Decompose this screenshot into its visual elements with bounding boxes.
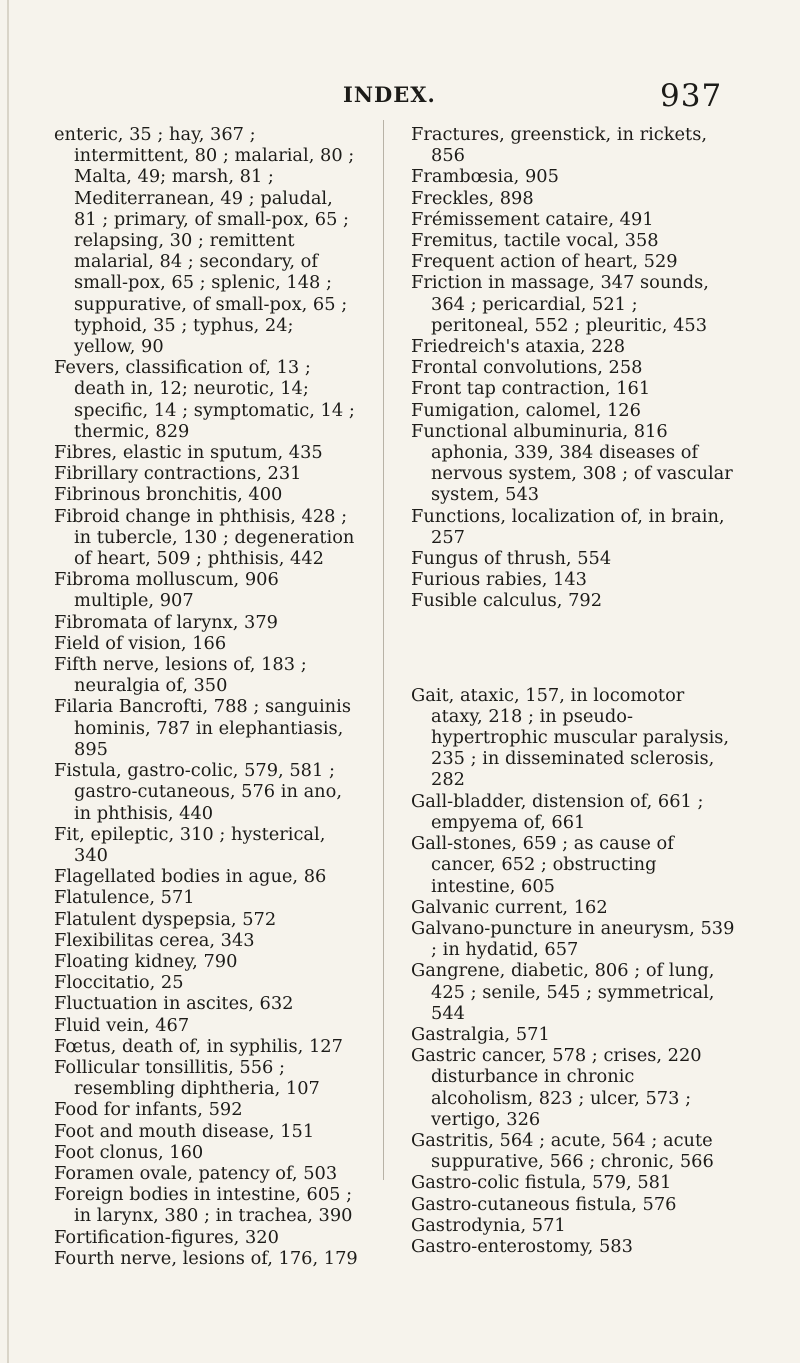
index-entry: Gastro-enterostomy, 583: [411, 1235, 633, 1257]
index-entry: Fibres, elastic in sputum, 435: [54, 442, 323, 464]
index-entry: Filaria Bancrofti, 788 ; sanguinis hominis, 787 in elephantiasis, 895: [54, 696, 351, 760]
index-entry: Gangrene, diabetic, 806 ; of lung, 425 ; senile, 545 ; symmetrical, 544: [411, 960, 715, 1024]
index-entry: Fumigation, calomel, 126: [411, 399, 641, 421]
index-entry: Fibroid change in phthisis, 428 ; in tubercle, 130 ; degeneration of heart, 509 ; phthisis, 442: [54, 505, 355, 570]
index-entry: Gastric cancer, 578 ; crises, 220 disturbance in chronic alcoholism, 823 ; ulcer, 573 ; vertigo, 326: [411, 1045, 702, 1130]
index-entry: enteric, 35 ; hay, 367 ; intermittent, 80 ; malarial, 80 ; Malta, 49; marsh, 81 ; Mediterranean, 49 ; paludal, 81 ; primary, of small-pox, 65 ; relapsing, 30 ; remittent malarial, 84 ; secondary, of small-pox, 65 ; splenic, 148 ; suppurative, of small-pox, 65 ; typhoid, 35 ; typhus, 24; yellow, 90: [54, 124, 355, 358]
index-entry: Frequent action of heart, 529: [411, 251, 678, 273]
page-binding-edge: [7, 0, 9, 1363]
index-entry: Foramen ovale, patency of, 503: [54, 1162, 338, 1184]
index-entry: Gastro-cutaneous fistula, 576: [411, 1193, 677, 1215]
index-entry: Fortification-figures, 320: [54, 1226, 279, 1248]
index-entry: Gastrodynia, 571: [411, 1214, 566, 1236]
index-entry: Front tap contraction, 161: [411, 378, 651, 400]
index-entry: Fluctuation in ascites, 632: [54, 993, 294, 1015]
index-entry: Fusible calculus, 792: [411, 590, 603, 612]
index-entry: Galvanic current, 162: [411, 896, 608, 918]
index-entry: Field of vision, 166: [54, 632, 227, 654]
index-entry: Functions, localization of, in brain, 257: [411, 505, 725, 548]
index-entry: Foreign bodies in intestine, 605 ; in larynx, 380 ; in trachea, 390: [54, 1184, 353, 1227]
index-entry: Flatulence, 571: [54, 887, 195, 909]
index-entry: Fifth nerve, lesions of, 183 ; neuralgia of, 350: [54, 654, 307, 697]
index-entry: Frémissement cataire, 491: [411, 208, 654, 230]
right-column: [411, 124, 741, 1257]
index-entry: Gastro-colic fistula, 579, 581: [411, 1172, 672, 1194]
index-entry: Fibrillary contractions, 231: [54, 463, 302, 485]
index-entry: Frambœsia, 905: [411, 166, 559, 188]
index-entry: Flexibilitas cerea, 343: [54, 929, 255, 951]
index-entry: Freckles, 898: [411, 187, 534, 209]
index-entry: Functional albuminuria, 816 aphonia, 339, 384 diseases of nervous system, 308 ; of vascular system, 543: [411, 420, 733, 506]
index-entry: Flagellated bodies in ague, 86: [54, 866, 327, 888]
page-number: 937: [660, 78, 723, 114]
index-entry: Follicular tonsillitis, 556 ; resembling diphtheria, 107: [54, 1056, 320, 1100]
index-entry: Flatulent dyspepsia, 572: [54, 908, 277, 930]
column-divider: [383, 120, 384, 1180]
page-title: INDEX.: [343, 82, 436, 107]
index-entry: Fit, epileptic, 310 ; hysterical, 340: [54, 823, 326, 866]
index-entry: Gastralgia, 571: [411, 1023, 550, 1045]
index-entry: Fistula, gastro-colic, 579, 581 ; gastro-cutaneous, 576 in ano, in phthisis, 440: [54, 760, 342, 824]
index-entry: Floccitatio, 25: [54, 972, 184, 994]
index-entry: Fibroma molluscum, 906 multiple, 907: [54, 569, 279, 612]
index-entry: Floating kidney, 790: [54, 950, 238, 972]
index-entry: Furious rabies, 143: [411, 569, 587, 591]
index-entry: Gall-bladder, distension of, 661 ; empyema of, 661: [411, 790, 704, 833]
index-entry: Friction in massage, 347 sounds, 364 ; pericardial, 521 ; peritoneal, 552 ; pleuritic, 453: [411, 272, 709, 336]
index-entry: Friedreich's ataxia, 228: [411, 336, 626, 358]
index-entry: Fevers, classification of, 13 ; death in, 12; neurotic, 14; specific, 14 ; symptomatic, 14 ; thermic, 829: [54, 357, 355, 442]
index-entry: Gall-stones, 659 ; as cause of cancer, 652 ; obstructing intestine, 605: [411, 833, 674, 897]
index-entry: Galvano-puncture in aneurysm, 539 ; in hydatid, 657: [411, 917, 735, 961]
index-entry: Food for infants, 592: [54, 1099, 243, 1121]
index-entry: Gastritis, 564 ; acute, 564 ; acute suppurative, 566 ; chronic, 566: [411, 1129, 714, 1173]
page-header: [0, 78, 800, 114]
index-entry: Fractures, greenstick, in rickets, 856: [411, 124, 707, 167]
index-entry: Foot clonus, 160: [54, 1141, 204, 1163]
index-entry: Fourth nerve, lesions of, 176, 179: [54, 1247, 358, 1269]
left-column: [54, 124, 359, 1269]
index-entry: Foot and mouth disease, 151: [54, 1120, 315, 1142]
index-entry: Fœtus, death of, in syphilis, 127: [54, 1035, 343, 1057]
index-entry: Fungus of thrush, 554: [411, 548, 612, 570]
index-entry: Gait, ataxic, 157, in locomotor ataxy, 218 ; in pseudo-hypertrophic muscular paralysis, 235 ; in disseminated sclerosis, 282: [411, 684, 730, 791]
index-entry: Fibrinous bronchitis, 400: [54, 484, 283, 506]
section-gap: [411, 612, 741, 685]
index-entry: Fremitus, tactile vocal, 358: [411, 230, 659, 252]
index-entry: Fibromata of larynx, 379: [54, 611, 278, 633]
index-entry: Frontal convolutions, 258: [411, 357, 643, 379]
index-entry: Fluid vein, 467: [54, 1014, 190, 1036]
